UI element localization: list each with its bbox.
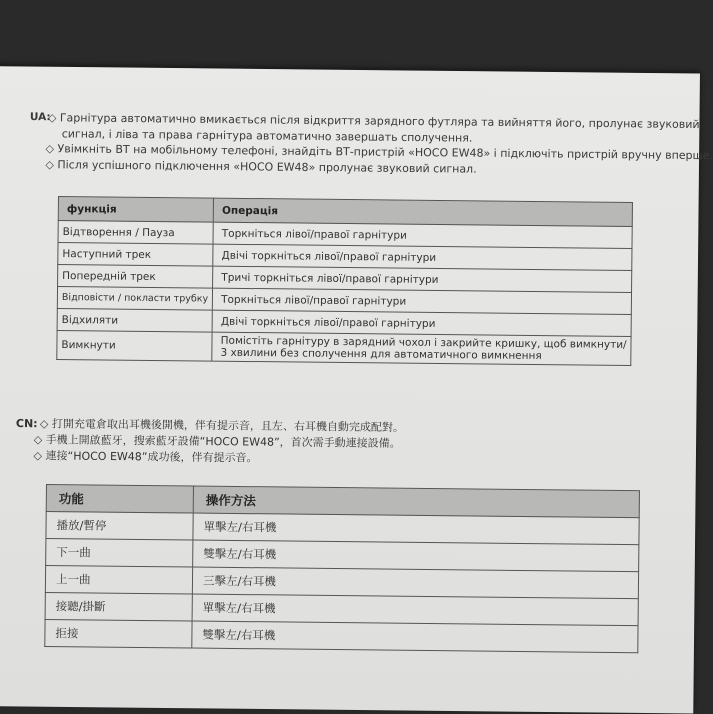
ua-cell-function: Відтворення / Пауза (58, 221, 213, 245)
cn-cell-operation: 三擊左/右耳機 (192, 567, 638, 599)
cn-cell-operation: 單擊左/右耳機 (192, 594, 638, 626)
cn-header-operation: 操作方法 (193, 486, 639, 518)
ua-header-function: функція (58, 197, 213, 223)
ua-cell-operation: Двічі торкніться лівої/правої гарнітури (213, 244, 632, 270)
ua-cell-operation: Торкніться лівої/правої гарнітури (212, 288, 631, 314)
cn-instruction-2: ◇ 手機上開啟藍牙，搜索藍牙設備“HOCO EW48”，首次需手動連接設備。 (33, 433, 401, 451)
ua-instruction-1-cont: сигнал, і ліва та права гарнітура автоматично завершать сполучення. (61, 126, 473, 145)
ua-language-code: UA: (29, 110, 51, 124)
cn-cell-operation: 單擊左/右耳機 (193, 513, 639, 545)
ua-function-table (56, 196, 633, 366)
ua-instruction-3: ◇ Після успішного підключення «HOCO EW48» пролунає звуковий сигнал. (45, 157, 477, 176)
cn-function-table (44, 484, 640, 653)
cn-cell-function: 播放/暫停 (46, 512, 193, 541)
ua-cell-function: Попередній трек (58, 265, 213, 289)
ua-cell-operation: Торкніться лівої/правої гарнітури (213, 222, 632, 248)
cn-cell-function: 拒接 (45, 619, 192, 648)
table-row (57, 330, 631, 365)
cn-instruction-3: ◇ 連接“HOCO EW48”成功後，伴有提示音。 (33, 449, 258, 465)
cn-header-function: 功能 (46, 485, 193, 514)
ua-cell-function: Відповісти / покласти трубку (57, 287, 212, 311)
cn-cell-function: 上一曲 (45, 566, 192, 595)
ua-cell-operation-line-2: 3 хвилини без сполучення для автоматичного вимкнення (220, 346, 542, 363)
cn-instruction-1: ◇ 打開充電倉取出耳機後開機，伴有提示音，且左、右耳機自動完成配對。 (39, 417, 404, 435)
cn-language-code: CN: (15, 416, 38, 431)
cn-cell-operation: 雙擊左/右耳機 (193, 540, 639, 572)
cn-cell-operation: 雙擊左/右耳機 (192, 621, 638, 653)
table-row (45, 619, 638, 652)
ua-instructions (29, 110, 713, 178)
ua-cell-operation-line-1: Помістіть гарнітуру в зарядний чохол і закрийте кришку, щоб вимкнути/ (220, 334, 627, 351)
ua-cell-function: Вимкнути (57, 330, 212, 361)
ua-instruction-2: ◇ Увімкніть ВТ на мобільному телефоні, знайдіть ВТ-пристрій «HOCO EW48» і підключіть пристрій вручну вперше. (45, 142, 713, 163)
ua-instruction-1: ◇ Гарнітура автоматично вмикається після відкриття зарядного футляра та вийняття його, пролунає звуковий (47, 111, 700, 132)
ua-cell-function: Відхиляти (57, 308, 212, 332)
ua-cell-function: Наступний трек (58, 243, 213, 267)
ua-cell-operation: Двічі торкніться лівої/правої гарнітури (212, 310, 631, 336)
cn-cell-function: 接聽/掛斷 (45, 592, 192, 621)
ua-cell-operation (212, 332, 631, 365)
ua-cell-operation: Тричі торкніться лівої/правої гарнітури (213, 266, 632, 292)
ua-header-operation: Операція (213, 198, 632, 226)
cn-instructions (15, 416, 635, 470)
cn-cell-function: 下一曲 (46, 539, 193, 568)
